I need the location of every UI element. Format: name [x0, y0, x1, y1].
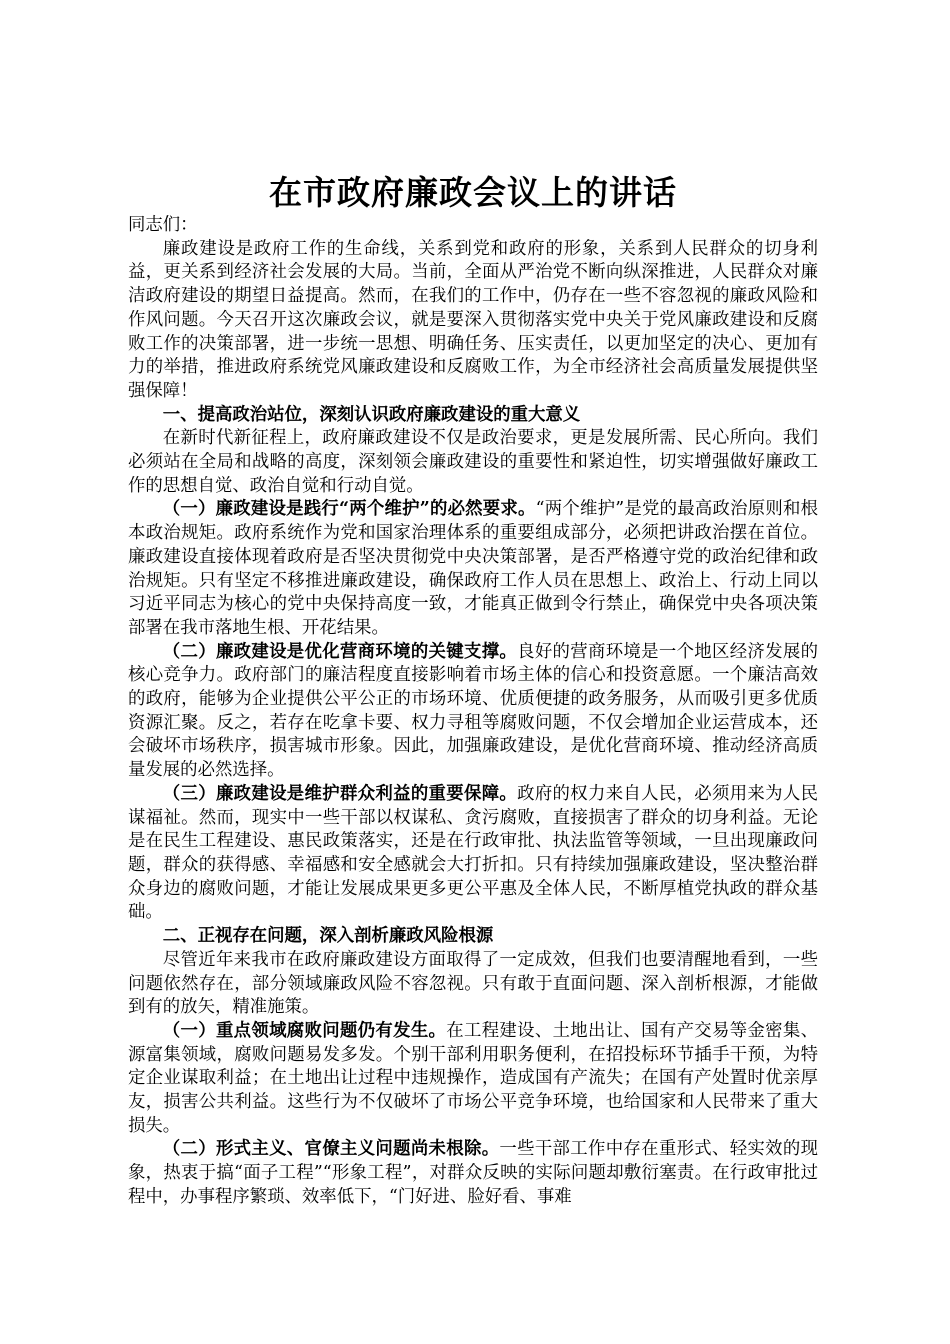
document-page	[128, 172, 818, 1210]
point-body: 政府的权力来自人民，必须用来为人民谋福祉。然而，现实中一些干部以权谋私、贪污腐败，直接损害了群众的切身利益。无论是在民生工程建设、惠民政策落实，还是在行政审批、执法监管等领域，一旦出现廉政问题，群众的获得感、幸福感和安全感就会大打折扣。只有持续加强廉政建设，坚决整治群众身边的腐败问题，才能让发展成果更多更公平惠及全体人民，不断厚植党执政的群众基础。	[128, 783, 818, 923]
section-2-point-1	[128, 1020, 818, 1139]
point-lead: （一）重点领域腐败问题仍有发生。	[162, 1020, 447, 1041]
section-1-point-1	[128, 498, 818, 640]
point-lead: （二）廉政建设是优化营商环境的关键支撑。	[162, 641, 518, 662]
point-body: 一些干部工作中存在重形式、轻实效的现象，热衷于搞“面子工程”“形象工程”，对群众反映的实际问题却敷衍塞责。在行政审批过程中，办事程序繁琐、效率低下，“门好进、脸好看、事难	[128, 1139, 818, 1207]
intro-paragraph: 廉政建设是政府工作的生命线，关系到党和政府的形象，关系到人民群众的切身利益，更关系到经济社会发展的大局。当前，全面从严治党不断向纵深推进，人民群众对廉洁政府建设的期望日益提高。然而，在我们的工作中，仍存在一些不容忽视的廉政风险和作风问题。今天召开这次廉政会议，就是要深入贯彻落实党中央关于党风廉政建设和反腐败工作的决策部署，进一步统一思想、明确任务、压实责任，以更加坚定的决心、更加有力的举措，推进政府系统党风廉政建设和反腐败工作，为全市经济社会高质量发展提供坚强保障！	[128, 238, 818, 401]
section-2-intro: 尽管近年来我市在政府廉政建设方面取得了一定成效，但我们也要清醒地看到，一些问题依然存在，部分领域廉政风险不容忽视。只有敢于直面问题、深入剖析根源，才能做到有的放矢，精准施策。	[128, 949, 818, 1018]
section-1-point-2	[128, 641, 818, 783]
salutation: 同志们：	[128, 215, 198, 235]
section-1-intro: 在新时代新征程上，政府廉政建设不仅是政治要求，更是发展所需、民心所向。我们必须站在全局和战略的高度，深刻领会廉政建设的重要性和紧迫性，切实增强做好廉政工作的思想自觉、政治自觉和行动自觉。	[128, 428, 818, 496]
section-2-point-2	[128, 1138, 818, 1209]
point-lead: （一）廉政建设是践行“两个维护”的必然要求。	[162, 499, 536, 520]
point-body: 在工程建设、土地出让、国有产交易等金密集、源富集领域，腐败问题易发多发。个别干部利用职务便利，在招投标环节插手干预，为特定企业谋取利益；在土地出让过程中违规操作，造成国有产流失；在国有产处置时优亲厚友，损害公共利益。这些行为不仅破坏了市场公平竞争环境，也给国家和人民带来了重大损失。	[128, 1020, 818, 1136]
point-lead: （二）形式主义、官僚主义问题尚未根除。	[162, 1139, 500, 1160]
document-title: 在市政府廉政会议上的讲话	[269, 173, 677, 212]
section-heading-2: 二、正视存在问题，深入剖析廉政风险根源	[162, 926, 494, 947]
point-body: “两个维护”是党的最高政治原则和根本政治规矩。政府系统作为党和国家治理体系的重要组成部分，必须把讲政治摆在首位。廉政建设直接体现着政府是否坚决贯彻党中央决策部署，是否严格遵守党的政治纪律和政治规矩。只有坚定不移推进廉政建设，确保政府工作人员在思想上、政治上、行动上同以习近平同志为核心的党中央保持高度一致，才能真正做到令行禁止，确保党中央各项决策部署在我市落地生根、开花结果。	[128, 499, 818, 638]
section-1-point-3	[128, 783, 818, 925]
section-heading-1: 一、提高政治站位，深刻认识政府廉政建设的重大意义	[162, 404, 581, 425]
point-body: 良好的营商环境是一个地区经济发展的核心竞争力。政府部门的廉洁程度直接影响着市场主体的信心和投资意愿。一个廉洁高效的政府，能够为企业提供公平公正的市场环境、优质便捷的政务服务，从而吸引更多优质资源汇聚。反之，若存在吃拿卡要、权力寻租等腐败问题，不仅会增加企业运营成本，还会破坏市场秩序，损害城市形象。因此，加强廉政建设，是优化营商环境、推动经济高质量发展的必然选择。	[128, 641, 818, 781]
point-lead: （三）廉政建设是维护群众利益的重要保障。	[162, 783, 518, 804]
